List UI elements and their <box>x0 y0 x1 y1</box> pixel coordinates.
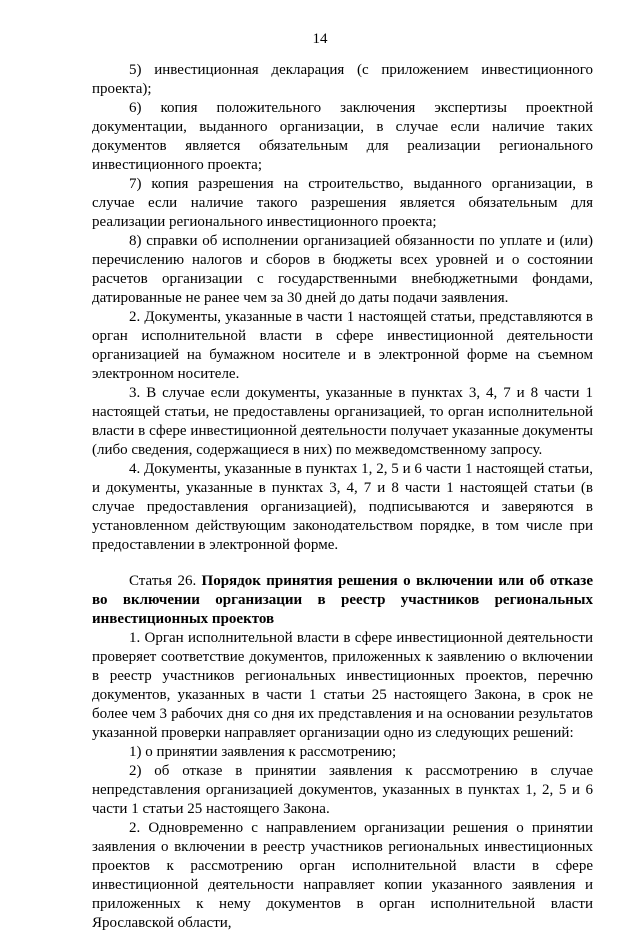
article-title: Порядок принятия решения о включении или об отказе во включении организации в реестр участников региональных инвестиционных проектов <box>92 573 593 627</box>
paragraph: 8) справки об исполнении организацией обязанности по уплате и (или) перечислению налогов и сборов в бюджеты всех уровней и о состоянии расчетов организации с государственными внебюджетными фондами, датированные не ранее чем за 30 дней до даты подачи заявления. <box>92 233 593 306</box>
paragraph: 5) инвестиционная декларация (с приложением инвестиционного проекта); <box>92 62 593 97</box>
paragraph: 7) копия разрешения на строительство, выданного организации, в случае если наличие такого разрешения является обязательным для реализации регионального инвестиционного проекта; <box>92 176 593 230</box>
paragraph: 1. Орган исполнительной власти в сфере инвестиционной деятельности проверяет соответствие документов, приложенных к заявлению о включении в реестр участников региональных инвестиционных проектов, перечню документов, указанных в части 1 статьи 25 настоящего Закона, в срок не более чем 3 рабочих дня со дня их представления и на основании результатов указанной проверки направляет организации одно из следующих решений: <box>92 630 593 741</box>
paragraph: 2. Одновременно с направлением организации решения о принятии заявления о включении в реестр участников региональных инвестиционных проектов к рассмотрению орган исполнительной власти в сфере инвестиционной деятельности направляет копии указанного заявления и приложенных к нему документов в орган исполнительной власти Ярославской области, <box>92 820 593 931</box>
page-number: 14 <box>312 31 328 47</box>
paragraph: 3. В случае если документы, указанные в пунктах 3, 4, 7 и 8 части 1 настоящей статьи, не предоставлены организацией, то орган исполнительной власти в сфере инвестиционной деятельности получает указанные документы (либо сведения, содержащиеся в них) по межведомственному запросу. <box>92 385 593 458</box>
document-body <box>92 61 593 933</box>
article-label: Статья 26. <box>129 573 202 589</box>
article-heading <box>92 572 593 629</box>
paragraph: 2) об отказе в принятии заявления к рассмотрению в случае непредставления организацией документов, указанных в пунктах 1, 2, 5 и 6 части 1 статьи 25 настоящего Закона. <box>92 763 593 817</box>
paragraph: 6) копия положительного заключения экспертизы проектной документации, выданного организации, в случае если наличие таких документов является обязательным для реализации регионального инвестиционного проекта; <box>92 100 593 173</box>
paragraph: 1) о принятии заявления к рассмотрению; <box>129 744 397 760</box>
paragraph: 2. Документы, указанные в части 1 настоящей статьи, представляются в орган исполнительной власти в сфере инвестиционной деятельности организацией на бумажном носителе и в электронной форме на съемном электронном носителе. <box>92 309 593 382</box>
paragraph: 4. Документы, указанные в пунктах 1, 2, 5 и 6 части 1 настоящей статьи, и документы, указанные в пунктах 3, 4, 7 и 8 части 1 настоящей статьи (в случае предоставления организацией), подписываются и заверяются в установленном действующим законодательством порядке, в том числе при предоставлении в электронной форме. <box>92 461 593 553</box>
